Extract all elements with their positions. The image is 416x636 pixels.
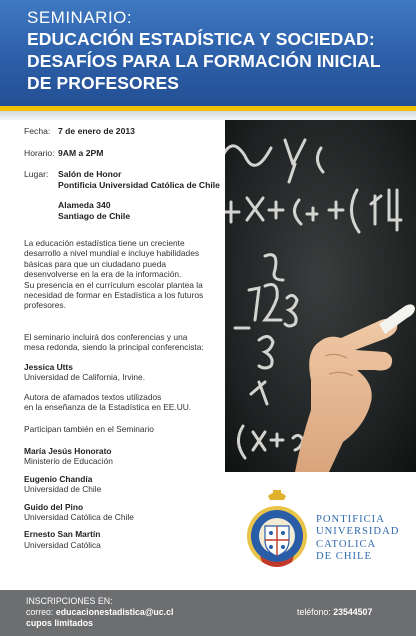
- schedule-value: 9AM a 2PM: [58, 147, 104, 158]
- participant: [24, 502, 224, 523]
- date-row: [24, 126, 224, 137]
- chalkboard-photo: [225, 120, 416, 472]
- university-name: [316, 514, 399, 564]
- university-name-line: CATOLICA: [316, 538, 377, 550]
- participant-name: María Jesús Honorato: [24, 446, 112, 456]
- description-text: [24, 238, 224, 311]
- program-line: El seminario incluirá dos conferencias y una: [24, 332, 188, 342]
- description-line: Su presencia en el currículum escolar plantea la: [24, 279, 203, 290]
- chalkboard-illustration: [225, 120, 416, 472]
- description-line: desarrollo a nivel mundial e incluye habilidades: [24, 248, 200, 259]
- event-details: [24, 126, 224, 222]
- program-line: mesa redonda, siendo la principal conferencista:: [24, 342, 204, 353]
- schedule-label: Horario:: [24, 147, 55, 158]
- address-line: Alameda 340: [58, 200, 111, 211]
- address-line: Santiago de Chile: [58, 210, 131, 221]
- participant-name: Eugenio Chandía: [24, 473, 93, 484]
- main-speaker: [24, 362, 224, 413]
- email-label: correo:: [26, 607, 54, 617]
- venue-row: [24, 169, 224, 221]
- participant-affiliation: Universidad Católica de Chile: [24, 512, 134, 523]
- registration-footer: [0, 590, 416, 636]
- participant-affiliation: Ministerio de Educación: [24, 456, 113, 467]
- schedule-row: [24, 148, 224, 159]
- date-value: 7 de enero de 2013: [58, 126, 135, 136]
- participant-affiliation: Universidad de Chile: [24, 484, 102, 495]
- phone-row: [297, 607, 372, 618]
- phone-label: teléfono:: [297, 607, 331, 617]
- title-line: EDUCACIÓN ESTADÍSTICA Y SOCIEDAD:: [27, 29, 375, 49]
- event-kicker: SEMINARIO:: [27, 8, 133, 27]
- university-name-line: DE CHILE: [316, 551, 372, 563]
- venue-label: Lugar:: [24, 169, 49, 180]
- participant: [24, 446, 224, 467]
- participant-list: [24, 446, 224, 550]
- participant-name: Ernesto San Martín: [24, 529, 101, 540]
- description-line: básicas para que un ciudadano pueda: [24, 258, 167, 269]
- main-speaker-bio: Autora de afamados textos utilizados: [24, 391, 162, 402]
- university-name-line: PONTIFICIA: [316, 514, 385, 525]
- gray-stripe: [0, 111, 416, 120]
- university-seal-logo: [246, 488, 308, 572]
- main-speaker-bio: en la enseñanza de la Estadística en EE.UU.: [24, 402, 192, 413]
- header-banner: [0, 0, 416, 106]
- venue-line: Salón de Honor: [58, 169, 122, 180]
- university-name-line: UNIVERSIDAD: [316, 526, 400, 538]
- description-line: necesidad de formar en Estadística a los futuros: [24, 290, 204, 301]
- main-speaker-affiliation: Universidad de California, Irvine.: [24, 372, 146, 383]
- date-label: Fecha:: [24, 126, 51, 136]
- main-speaker-name: Jessica Utts: [24, 362, 73, 372]
- participant: [24, 474, 224, 495]
- program-text: [24, 332, 224, 353]
- phone-number[interactable]: 23544507: [333, 607, 373, 617]
- venue-line: Pontificia Universidad Católica de Chile: [58, 179, 220, 190]
- title-line: DE PROFESORES: [27, 73, 180, 93]
- description-line: La educación estadística tiene un creciente: [24, 238, 185, 248]
- email-link[interactable]: educacionestadistica@uc.cl: [55, 607, 174, 617]
- event-title: [27, 28, 416, 94]
- capacity-note: cupos limitados: [26, 618, 93, 628]
- description-line: profesores.: [24, 300, 66, 311]
- description-line: desenvolverse en la era de la información.: [24, 269, 182, 280]
- participant: [24, 529, 224, 550]
- registration-heading: INSCRIPCIONES EN:: [26, 596, 113, 606]
- participant-affiliation: Universidad Católica: [24, 539, 101, 550]
- title-line: DESAFÍOS PARA LA FORMACIÓN INICIAL: [27, 51, 381, 71]
- participants-intro: Participan también en el Seminario: [24, 424, 154, 434]
- participant-name: Guido del Pino: [24, 501, 84, 512]
- seal-icon: [246, 488, 308, 572]
